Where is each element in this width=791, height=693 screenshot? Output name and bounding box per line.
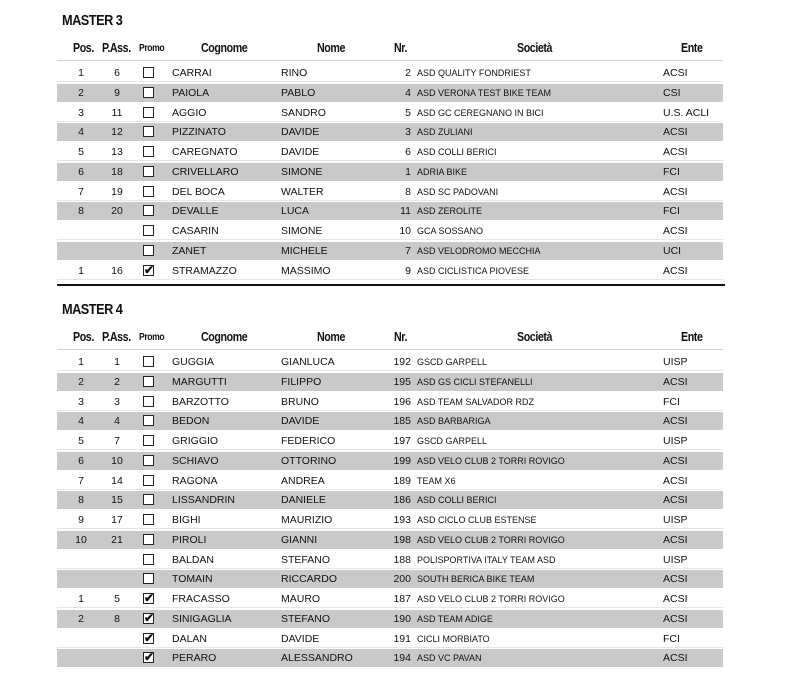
organization-cell: ACSI [663, 533, 688, 546]
assoluto-position-cell: 6 [114, 67, 120, 79]
header-underline [57, 349, 723, 350]
surname-cell: BALDAN [172, 553, 215, 566]
bib-number-cell: 190 [393, 612, 411, 625]
bib-number-cell: 10 [399, 225, 411, 237]
column-header-cognome: Cognome [201, 40, 248, 55]
table-row [57, 123, 723, 141]
organization-cell: ACSI [663, 225, 688, 237]
promo-checkbox[interactable] [143, 107, 154, 118]
first-name-cell: DANIELE [281, 494, 326, 507]
team-cell: ASD VC PAVAN [417, 653, 482, 664]
team-cell: ASD VELODROMO MECCHIA [417, 245, 541, 256]
table-row [57, 630, 723, 648]
surname-cell: CAREGNATO [172, 146, 238, 158]
bib-number-cell: 186 [393, 494, 411, 507]
team-cell: TEAM X6 [417, 475, 456, 486]
position-cell: 8 [78, 494, 84, 507]
first-name-cell: MAURIZIO [281, 514, 333, 526]
first-name-cell: RINO [281, 67, 308, 79]
surname-cell: PERARO [172, 652, 217, 665]
assoluto-position-cell: 10 [111, 454, 123, 467]
surname-cell: TOMAIN [172, 573, 213, 586]
first-name-cell: MICHELE [281, 244, 328, 257]
promo-checkbox[interactable] [143, 610, 155, 625]
position-cell: 9 [78, 514, 84, 526]
organization-cell: ACSI [663, 652, 688, 665]
organization-cell: ACSI [663, 126, 688, 139]
column-header-promo: Promo [139, 42, 165, 54]
team-cell: ASD GC CEREGNANO IN BICI [417, 107, 544, 118]
position-cell: 10 [75, 533, 87, 546]
column-header-nome: Nome [317, 40, 345, 55]
bib-number-cell: 197 [393, 435, 411, 447]
table-row [57, 222, 723, 240]
assoluto-position-cell: 20 [111, 205, 123, 218]
surname-cell: DEL BOCA [172, 185, 225, 198]
position-cell: 8 [78, 205, 84, 218]
column-header-societa: Società [517, 40, 553, 55]
promo-checkbox[interactable] [143, 435, 154, 446]
checkmark-icon: ✔ [144, 630, 155, 645]
position-cell: 2 [78, 86, 84, 99]
organization-cell: UISP [663, 435, 688, 447]
assoluto-position-cell: 18 [111, 165, 123, 178]
organization-cell: ACSI [663, 415, 688, 428]
assoluto-position-cell: 8 [114, 612, 120, 625]
section-title: MASTER 3 [62, 12, 123, 29]
first-name-cell: OTTORINO [281, 454, 337, 467]
table-row [57, 452, 723, 470]
surname-cell: GRIGGIO [172, 435, 219, 447]
promo-checkbox[interactable] [143, 376, 154, 387]
bib-number-cell: 2 [405, 67, 411, 79]
organization-cell: UISP [663, 356, 688, 368]
checkmark-icon: ✔ [144, 650, 155, 665]
team-cell: ASD CICLISTICA PIOVESE [417, 265, 530, 276]
organization-cell: FCI [663, 205, 680, 218]
team-cell: ASD GS CICLI STEFANELLI [417, 376, 533, 387]
position-cell: 6 [78, 454, 84, 467]
position-cell: 7 [78, 474, 84, 487]
surname-cell: DALAN [172, 632, 208, 645]
assoluto-position-cell: 16 [111, 264, 123, 277]
organization-cell: UISP [663, 553, 688, 566]
checkmark-icon: ✔ [144, 262, 155, 277]
table-row [57, 551, 723, 569]
organization-cell: ACSI [663, 67, 688, 79]
position-cell: 2 [78, 612, 84, 625]
section-divider [57, 284, 725, 286]
column-header-nr: Nr. [394, 329, 407, 344]
team-cell: CICLI MORBIATO [417, 633, 490, 644]
promo-checkbox[interactable] [143, 205, 154, 216]
column-header-pass: P.Ass. [102, 40, 131, 55]
column-header-pos: Pos. [73, 40, 94, 55]
promo-checkbox[interactable] [143, 396, 154, 407]
first-name-cell: ANDREA [281, 474, 325, 487]
bib-number-cell: 188 [393, 553, 411, 566]
column-header-nr: Nr. [394, 40, 407, 55]
first-name-cell: STEFANO [281, 553, 331, 566]
promo-checkbox[interactable] [143, 534, 154, 545]
team-cell: ASD VELO CLUB 2 TORRI ROVIGO [417, 594, 565, 604]
team-cell: GSCD GARPELL [417, 357, 488, 367]
organization-cell: ACSI [663, 494, 688, 507]
first-name-cell: SIMONE [281, 165, 323, 178]
promo-checkbox[interactable] [143, 262, 155, 277]
bib-number-cell: 196 [393, 395, 411, 408]
team-cell: ASD ZULIANI [417, 127, 473, 138]
table-row [57, 511, 723, 529]
surname-cell: BARZOTTO [172, 395, 229, 408]
assoluto-position-cell: 7 [114, 435, 120, 447]
table-row [57, 353, 723, 371]
first-name-cell: SIMONE [281, 225, 323, 237]
bib-number-cell: 11 [400, 205, 411, 218]
promo-checkbox[interactable] [143, 166, 154, 177]
team-cell: ASD BARBARIGA [417, 416, 491, 427]
organization-cell: CSI [663, 86, 681, 99]
first-name-cell: FILIPPO [281, 375, 322, 388]
table-row [57, 472, 723, 490]
assoluto-position-cell: 12 [111, 126, 123, 139]
first-name-cell: WALTER [281, 185, 324, 198]
first-name-cell: FEDERICO [281, 435, 336, 447]
bib-number-cell: 7 [405, 244, 411, 257]
first-name-cell: STEFANO [281, 612, 331, 625]
position-cell: 7 [78, 185, 84, 198]
bib-number-cell: 199 [393, 454, 411, 467]
table-row [57, 373, 723, 391]
assoluto-position-cell: 21 [111, 533, 123, 546]
bib-number-cell: 200 [393, 573, 411, 586]
position-cell: 1 [78, 356, 84, 368]
first-name-cell: DAVIDE [281, 632, 320, 645]
team-cell: ASD SC PADOVANI [417, 186, 499, 197]
surname-cell: PIROLI [172, 533, 207, 546]
position-cell: 2 [78, 375, 84, 388]
team-cell: SOUTH BERICA BIKE TEAM [417, 574, 535, 585]
assoluto-position-cell: 3 [114, 395, 120, 408]
first-name-cell: MAURO [281, 593, 321, 605]
bib-number-cell: 9 [405, 264, 411, 277]
promo-checkbox[interactable] [143, 593, 154, 604]
bib-number-cell: 191 [393, 632, 411, 645]
organization-cell: UISP [663, 514, 688, 526]
promo-checkbox[interactable] [143, 554, 154, 565]
table-row [57, 590, 723, 608]
table-row [57, 163, 723, 181]
promo-checkbox[interactable] [143, 514, 154, 525]
organization-cell: ACSI [663, 612, 688, 625]
first-name-cell: DAVIDE [281, 126, 320, 139]
promo-checkbox[interactable] [143, 225, 154, 236]
column-header-ente: Ente [681, 40, 703, 55]
team-cell: ASD VELO CLUB 2 TORRI ROVIGO [417, 455, 565, 466]
promo-checkbox[interactable] [143, 573, 154, 584]
table-row [57, 432, 723, 450]
first-name-cell: LUCA [281, 205, 310, 218]
column-header-promo: Promo [139, 331, 165, 343]
position-cell: 5 [78, 146, 84, 158]
table-row [57, 143, 723, 161]
bib-number-cell: 185 [393, 415, 411, 428]
surname-cell: BEDON [172, 415, 210, 428]
checkmark-icon: ✔ [144, 591, 155, 605]
position-cell: 1 [78, 593, 84, 605]
table-row [57, 412, 723, 430]
team-cell: ASD CICLO CLUB ESTENSE [417, 515, 537, 525]
promo-checkbox[interactable] [143, 494, 154, 505]
position-cell: 5 [78, 435, 84, 447]
team-cell: POLISPORTIVA ITALY TEAM ASD [417, 554, 556, 565]
team-cell: ASD VELO CLUB 2 TORRI ROVIGO [417, 534, 565, 545]
surname-cell: PIZZINATO [172, 126, 226, 139]
bib-number-cell: 187 [393, 593, 411, 605]
first-name-cell: ALESSANDRO [281, 652, 353, 665]
team-cell: GSCD GARPELL [417, 436, 488, 446]
bib-number-cell: 193 [393, 514, 411, 526]
column-header-nome: Nome [317, 329, 345, 344]
organization-cell: FCI [663, 632, 680, 645]
organization-cell: ACSI [663, 474, 688, 487]
team-cell: ASD QUALITY FONDRIEST [417, 68, 531, 78]
surname-cell: SINIGAGLIA [172, 612, 232, 625]
team-cell: ADRIA BIKE [417, 166, 468, 177]
column-header-pos: Pos. [73, 329, 94, 344]
organization-cell: ACSI [663, 146, 688, 158]
assoluto-position-cell: 4 [114, 415, 120, 428]
first-name-cell: RICCARDO [281, 573, 338, 586]
promo-checkbox[interactable] [143, 356, 154, 367]
organization-cell: FCI [663, 165, 680, 178]
header-underline [57, 60, 723, 61]
first-name-cell: GIANNI [281, 533, 318, 546]
table-row [57, 610, 723, 628]
organization-cell: ACSI [663, 573, 688, 586]
table-row [57, 183, 723, 201]
assoluto-position-cell: 11 [111, 106, 123, 119]
assoluto-position-cell: 5 [114, 593, 120, 605]
surname-cell: DEVALLE [172, 205, 219, 218]
first-name-cell: SANDRO [281, 106, 326, 119]
first-name-cell: DAVIDE [281, 415, 320, 428]
position-cell: 3 [78, 106, 84, 119]
table-row [57, 649, 723, 667]
bib-number-cell: 8 [405, 185, 411, 198]
table-row [57, 64, 723, 82]
assoluto-position-cell: 17 [111, 514, 123, 526]
organization-cell: UCI [663, 244, 682, 257]
assoluto-position-cell: 13 [111, 146, 123, 158]
promo-checkbox[interactable] [143, 455, 154, 466]
column-header-cognome: Cognome [201, 329, 248, 344]
promo-checkbox[interactable] [143, 415, 154, 426]
table-row [57, 393, 723, 411]
assoluto-position-cell: 9 [114, 86, 120, 99]
surname-cell: CARRAI [172, 67, 212, 79]
bib-number-cell: 1 [405, 165, 411, 178]
team-cell: ASD ZEROLITE [417, 206, 483, 217]
team-cell: ASD TEAM ADIGE [417, 613, 493, 624]
surname-cell: GUGGIA [172, 356, 215, 368]
promo-checkbox[interactable] [143, 146, 154, 157]
bib-number-cell: 194 [393, 652, 411, 665]
position-cell: 6 [78, 165, 84, 178]
assoluto-position-cell: 1 [114, 356, 120, 368]
surname-cell: SCHIAVO [172, 454, 219, 467]
promo-checkbox[interactable] [143, 186, 154, 197]
checkmark-icon: ✔ [144, 610, 155, 625]
surname-cell: AGGIO [172, 106, 207, 119]
position-cell: 1 [78, 264, 84, 277]
first-name-cell: BRUNO [281, 395, 319, 408]
bib-number-cell: 198 [393, 533, 411, 546]
surname-cell: RAGONA [172, 474, 218, 487]
bib-number-cell: 195 [393, 375, 411, 388]
organization-cell: FCI [663, 395, 680, 408]
team-cell: ASD COLLI BERICI [417, 147, 497, 157]
surname-cell: CRIVELLARO [172, 165, 239, 178]
promo-checkbox[interactable] [143, 87, 154, 98]
promo-checkbox[interactable] [143, 245, 154, 256]
bib-number-cell: 189 [393, 474, 411, 487]
promo-checkbox[interactable] [143, 67, 154, 78]
surname-cell: MARGUTTI [172, 375, 227, 388]
table-row [57, 104, 723, 122]
surname-cell: FRACASSO [172, 593, 230, 605]
team-cell: ASD COLLI BERICI [417, 495, 497, 506]
position-cell: 4 [78, 415, 84, 428]
bib-number-cell: 192 [393, 356, 411, 368]
bib-number-cell: 6 [405, 146, 411, 158]
assoluto-position-cell: 2 [114, 375, 120, 388]
table-row [57, 242, 723, 260]
table-row [57, 262, 723, 280]
surname-cell: BIGHI [172, 514, 201, 526]
team-cell: ASD VERONA TEST BIKE TEAM [417, 87, 552, 98]
first-name-cell: DAVIDE [281, 146, 320, 158]
team-cell: ASD TEAM SALVADOR RDZ [417, 396, 535, 407]
table-row [57, 84, 723, 102]
team-cell: GCA SOSSANO [417, 226, 484, 236]
table-row [57, 202, 723, 220]
surname-cell: PAIOLA [172, 86, 210, 99]
promo-checkbox[interactable] [143, 630, 155, 645]
bib-number-cell: 3 [405, 126, 411, 139]
table-row [57, 531, 723, 549]
assoluto-position-cell: 15 [111, 494, 123, 507]
position-cell: 3 [78, 395, 84, 408]
organization-cell: ACSI [663, 264, 688, 277]
promo-checkbox[interactable] [143, 475, 154, 486]
bib-number-cell: 5 [405, 106, 411, 119]
promo-checkbox[interactable] [143, 652, 154, 663]
organization-cell: U.S. ACLI [663, 106, 710, 119]
first-name-cell: MASSIMO [281, 264, 331, 277]
surname-cell: STRAMAZZO [172, 264, 237, 277]
column-header-ente: Ente [681, 329, 703, 344]
assoluto-position-cell: 19 [111, 185, 123, 198]
organization-cell: ACSI [663, 454, 688, 467]
table-row [57, 570, 723, 588]
position-cell: 1 [78, 67, 84, 79]
column-header-pass: P.Ass. [102, 329, 131, 344]
section-title: MASTER 4 [62, 301, 123, 318]
organization-cell: ACSI [663, 185, 688, 198]
first-name-cell: PABLO [281, 86, 316, 99]
organization-cell: ACSI [663, 375, 688, 388]
organization-cell: ACSI [663, 593, 688, 605]
promo-checkbox[interactable] [143, 126, 154, 137]
surname-cell: LISSANDRIN [172, 494, 236, 507]
column-header-societa: Società [517, 329, 553, 344]
first-name-cell: GIANLUCA [281, 356, 335, 368]
assoluto-position-cell: 14 [111, 474, 123, 487]
table-row [57, 491, 723, 509]
surname-cell: CASARIN [172, 225, 219, 237]
surname-cell: ZANET [172, 244, 207, 257]
bib-number-cell: 4 [405, 86, 411, 99]
position-cell: 4 [78, 126, 84, 139]
